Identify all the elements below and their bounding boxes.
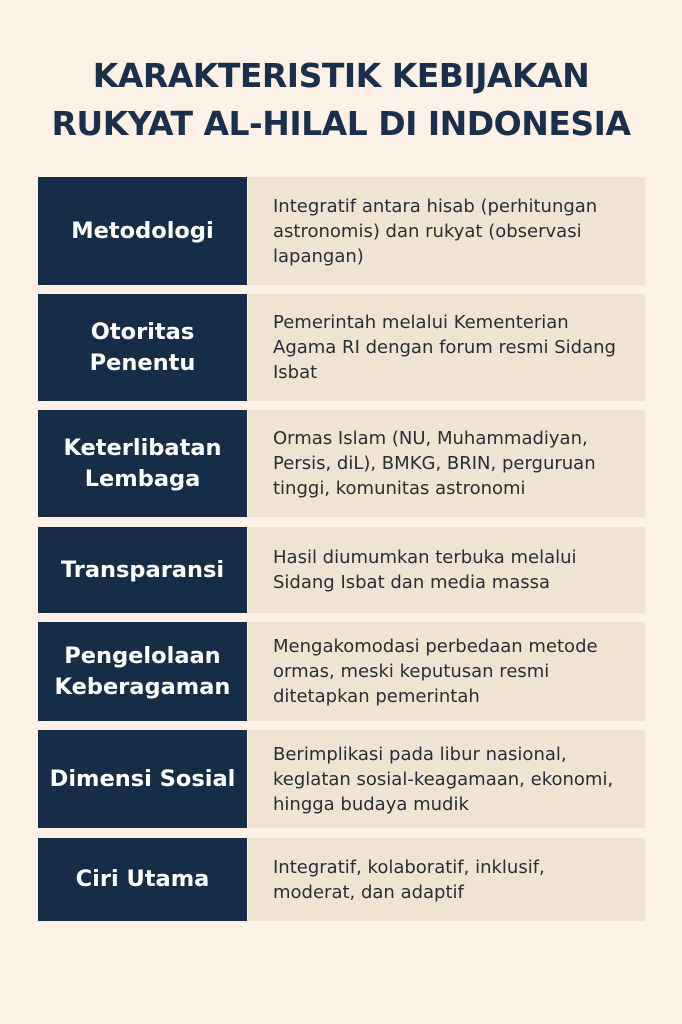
row-label: Otoritas Penentu	[38, 294, 247, 401]
row-description: Ormas Islam (NU, Muhammadiyan, Persis, diL), BMKG, BRIN, perguruan tinggi, komunitas astronomi	[248, 410, 645, 517]
row-label: Pengelolaan Keberagaman	[38, 622, 247, 721]
table-row-transparansi	[38, 527, 645, 613]
row-description: Integratif, kolaboratif, inklusif, moderat, dan adaptif	[248, 838, 645, 921]
row-description: Berimplikasi pada libur nasional, keglatan sosial-keagamaan, ekonomi, hingga budaya mudik	[248, 730, 645, 828]
row-label: Dimensi Sosial	[38, 730, 247, 828]
row-description: Integratif antara hisab (perhitungan astronomis) dan rukyat (observasi lapangan)	[248, 177, 645, 285]
row-description: Hasil diumumkan terbuka melalui Sidang Isbat dan media massa	[248, 527, 645, 613]
row-label: Metodologi	[38, 177, 247, 285]
row-label: Transparansi	[38, 527, 247, 613]
table-row-dimensi-sosial	[38, 730, 645, 828]
row-description: Mengakomodasi perbedaan metode ormas, meski keputusan resmi ditetapkan pemerintah	[248, 622, 645, 721]
page-title-line-2: RUKYAT AL-HILAL DI INDONESIA	[51, 104, 631, 143]
table-row-otoritas-penentu	[38, 294, 645, 401]
page-title	[0, 52, 682, 148]
row-description: Pemerintah melalui Kementerian Agama RI dengan forum resmi Sidang Isbat	[248, 294, 645, 401]
table-row-keterlibatan-lembaga	[38, 410, 645, 517]
table-row-pengelolaan-keberagaman	[38, 622, 645, 721]
table-row-ciri-utama	[38, 838, 645, 921]
page-title-line-1: KARAKTERISTIK KEBIJAKAN	[92, 56, 590, 95]
row-label: Keterlibatan Lembaga	[38, 410, 247, 517]
table-row-metodologi	[38, 177, 645, 285]
row-label: Ciri Utama	[38, 838, 247, 921]
